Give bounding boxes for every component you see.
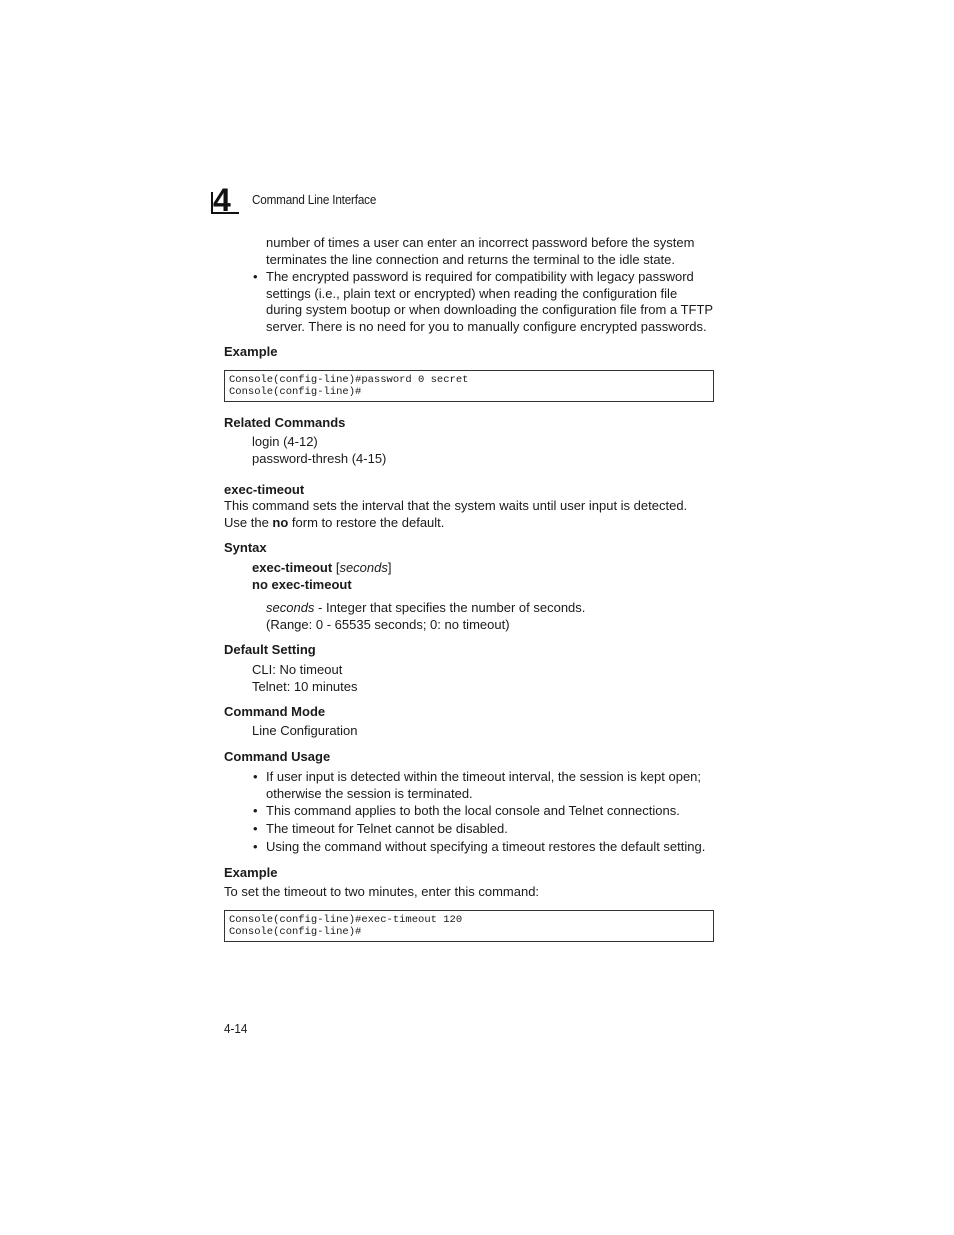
- command-mode-value: Line Configuration: [252, 723, 358, 738]
- text-line: number of times a user can enter an incorrect password before the system: [266, 235, 695, 250]
- code-line: Console(config-line)#password 0 secret: [229, 374, 469, 386]
- parameter-text: - Integer that specifies the number of seconds.: [314, 600, 586, 615]
- default-value: Telnet: 10 minutes: [252, 678, 358, 694]
- syntax-parameter: seconds: [339, 560, 388, 575]
- bracket: ]: [387, 560, 392, 575]
- example-intro: To set the timeout to two minutes, enter this command:: [224, 884, 540, 899]
- related-command-item: password-thresh (4-15): [252, 450, 387, 466]
- text-span: form to restore the default.: [288, 514, 445, 530]
- default-value: CLI: No timeout: [252, 662, 343, 677]
- example-heading: Example: [224, 865, 278, 880]
- usage-bullet-text: This command applies to both the local console and Telnet connections.: [266, 803, 680, 818]
- text-line: during system bootup or when downloading the configuration file from a TFTP: [266, 302, 714, 318]
- usage-bullet-text: Using the command without specifying a timeout restores the default setting.: [266, 839, 706, 854]
- code-line: Console(config-line)#: [229, 386, 362, 398]
- chapter-number: 4: [213, 182, 231, 218]
- command-usage-heading: Command Usage: [224, 749, 331, 764]
- related-commands-list: [252, 434, 386, 467]
- text-line: server. There is no need for you to manually configure encrypted passwords.: [266, 318, 707, 334]
- bullet: •: [253, 803, 258, 818]
- code-example-box: [224, 910, 714, 942]
- command-title: exec-timeout: [224, 482, 305, 497]
- usage-bullet-text: [266, 769, 701, 802]
- intro-bullet-text: [266, 269, 713, 335]
- related-command-item: login (4-12): [252, 434, 318, 449]
- syntax-block: [252, 560, 391, 593]
- parameter-description: [266, 600, 585, 633]
- example-heading: Example: [224, 344, 278, 359]
- command-mode-heading: Command Mode: [224, 704, 326, 719]
- text-line: otherwise the session is terminated.: [266, 785, 473, 801]
- syntax-heading: Syntax: [224, 540, 267, 555]
- code-example-box: [224, 370, 714, 402]
- text-line: [224, 515, 687, 532]
- bullet: •: [253, 769, 258, 784]
- related-commands-heading: Related Commands: [224, 415, 346, 430]
- bullet: •: [253, 269, 258, 284]
- parameter-name: seconds: [266, 600, 315, 615]
- usage-bullet-text: The timeout for Telnet cannot be disabled.: [266, 821, 508, 836]
- syntax-no-command: no exec-timeout: [252, 576, 352, 592]
- text-line: terminates the line connection and returns the terminal to the idle state.: [266, 251, 676, 267]
- bullet: •: [253, 821, 258, 836]
- parameter-range: (Range: 0 - 65535 seconds; 0: no timeout): [266, 616, 510, 632]
- command-description: [224, 498, 687, 531]
- chapter-marker: [211, 182, 241, 218]
- page-number: 4-14: [224, 1021, 248, 1036]
- default-setting-heading: Default Setting: [224, 642, 316, 657]
- text-span: Use the: [224, 514, 273, 530]
- text-line: This command sets the interval that the system waits until user input is detected.: [224, 498, 688, 513]
- text-line: settings (i.e., plain text or encrypted) when reading the configuration file: [266, 285, 678, 301]
- code-line: Console(config-line)#exec-timeout 120: [229, 914, 463, 926]
- bullet: •: [253, 839, 258, 854]
- no-keyword: no: [272, 514, 289, 530]
- default-setting-values: [252, 662, 358, 695]
- syntax-command: exec-timeout: [252, 560, 333, 575]
- text-line: The encrypted password is required for compatibility with legacy password: [266, 269, 694, 284]
- code-line: Console(config-line)#: [229, 926, 362, 938]
- text-line: If user input is detected within the timeout interval, the session is kept open;: [266, 769, 702, 784]
- running-header-title: Command Line Interface: [252, 192, 377, 207]
- syntax-line: [252, 560, 391, 577]
- intro-continuation: [266, 235, 694, 268]
- text-line: [266, 600, 585, 617]
- bracket: [: [332, 560, 340, 575]
